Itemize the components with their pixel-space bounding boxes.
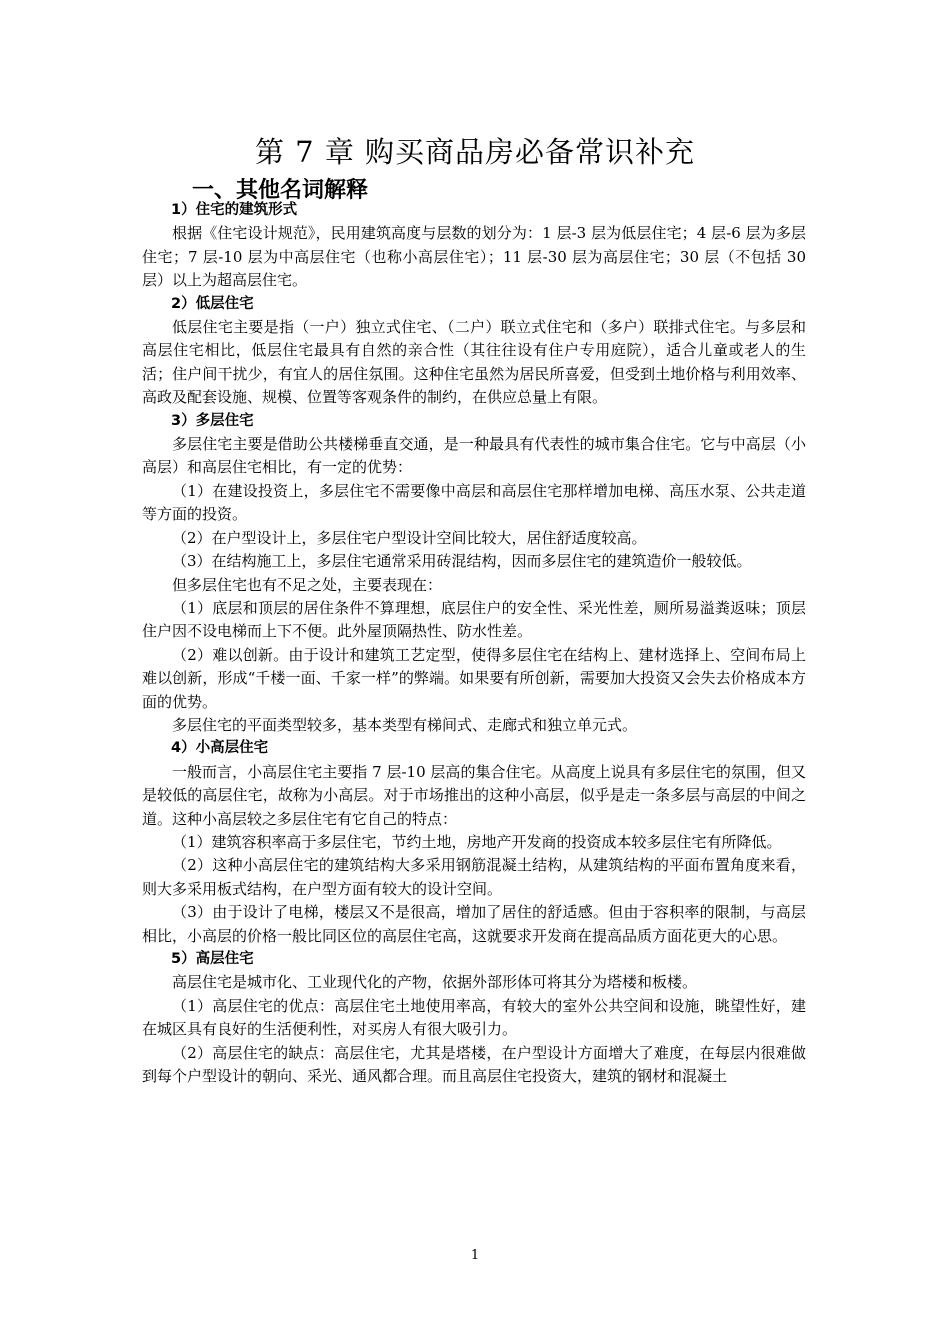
paragraph: 多层住宅主要是借助公共楼梯垂直交通，是一种最具有代表性的城市集合住宅。它与中高层（小高层）和高层住宅相比，有一定的优势： bbox=[142, 435, 806, 477]
page-number: 1 bbox=[470, 1248, 480, 1263]
paragraph: 高层住宅是城市化、工业现代化的产物，依据外部形体可将其分为塔楼和板楼。 bbox=[172, 973, 698, 992]
paragraph: 低层住宅主要是指（一户）独立式住宅、（二户）联立式住宅和（多户）联排式住宅。与多层和高层住宅相比，低层住宅最具有自然的亲合性（其往往设有住户专用庭院），适合儿童或老人的生活；住户间干扰少，有宜人的居住氛围。这种住宅虽然为居民所喜爱，但受到土地价格与利用效率、高政及配套设施、规模、位置等客观条件的制约，在供应总量上有限。 bbox=[142, 318, 806, 407]
section-heading: 一、其他名词解释 bbox=[192, 178, 369, 203]
paragraph: （3）由于设计了电梯，楼层又不是很高，增加了居住的舒适感。但由于容积率的限制，与高层相比，小高层的价格一般比同区位的高层住宅高，这就要求开发商在提高品质方面花更大的心思。 bbox=[142, 903, 806, 945]
paragraph: （2）难以创新。由于设计和建筑工艺定型，使得多层住宅在结构上、建材选择上、空间布局上难以创新，形成“千楼一面、千家一样”的弊端。如果要有所创新，需要加大投资又会失去价格成本方面的优势。 bbox=[142, 645, 806, 711]
paragraph: （2）高层住宅的缺点：高层住宅，尤其是塔楼，在户型设计方面增大了难度，在每层内很难做到每个户型设计的朝向、采光、通风都合理。而且高层住宅投资大，建筑的钢材和混凝土 bbox=[142, 1043, 806, 1086]
paragraph: （1）底层和顶层的居住条件不算理想，底层住户的安全性、采光性差，厕所易溢粪返味；顶层住户因不设电梯而上下不便。此外屋顶隔热性、防水性差。 bbox=[142, 598, 806, 641]
paragraph: （1）建筑容积率高于多层住宅，节约土地，房地产开发商的投资成本较多层住宅有所降低。 bbox=[172, 832, 782, 851]
paragraph: （2）这种小高层住宅的建筑结构大多采用钢筋混凝土结构，从建筑结构的平面布置角度来看，则大多采用板式结构，在户型方面有较大的设计空间。 bbox=[142, 856, 806, 898]
paragraph: 多层住宅的平面类型较多，基本类型有梯间式、走廊式和独立单元式。 bbox=[172, 715, 638, 734]
paragraph: （2）在户型设计上，多层住宅户型设计空间比较大，居住舒适度较高。 bbox=[172, 528, 647, 547]
chapter-title: 第 7 章 购买商品房必备常识补充 bbox=[254, 135, 696, 169]
document-body bbox=[142, 199, 806, 1088]
subsection-heading: 3）多层住宅 bbox=[171, 412, 254, 429]
subsection-heading: 5）高层住宅 bbox=[171, 951, 254, 967]
paragraph: （1）在建设投资上，多层住宅不需要像中高层和高层住宅那样增加电梯、高压水泵、公共走道等方面的投资。 bbox=[142, 481, 806, 524]
paragraph: 但多层住宅也有不足之处，主要表现在： bbox=[172, 575, 443, 594]
subsection-heading: 4）小高层住宅 bbox=[171, 740, 269, 757]
subsection-heading: 1）住宅的建筑形式 bbox=[171, 202, 298, 218]
paragraph: （3）在结构施工上，多层住宅通常采用砖混结构，因而多层住宅的建筑造价一般较低。 bbox=[172, 552, 752, 571]
paragraph: （1）高层住宅的优点：高层住宅土地使用率高，有较大的室外公共空间和设施，眺望性好，建在城区具有良好的生活便利性，对买房人有很大吸引力。 bbox=[142, 996, 806, 1039]
paragraph: 根据《住宅设计规范》，民用建筑高度与层数的划分为：1 层-3 层为低层住宅；4 层-6 层为多层住宅；7 层-10 层为中高层住宅（也称小高层住宅）；11 层-30 层为高层住宅；30 层（不包括 30 层）以上为超高层住宅。 bbox=[142, 224, 806, 290]
paragraph: 一般而言，小高层住宅主要指 7 层-10 层高的集合住宅。从高度上说具有多层住宅的氛围，但又是较低的高层住宅，故称为小高层。对于市场推出的这种小高层，似乎是走一条多层与高层的中间之道。这种小高层较之多层住宅有它自己的特点： bbox=[142, 762, 806, 828]
subsection-heading: 2）低层住宅 bbox=[171, 295, 254, 312]
